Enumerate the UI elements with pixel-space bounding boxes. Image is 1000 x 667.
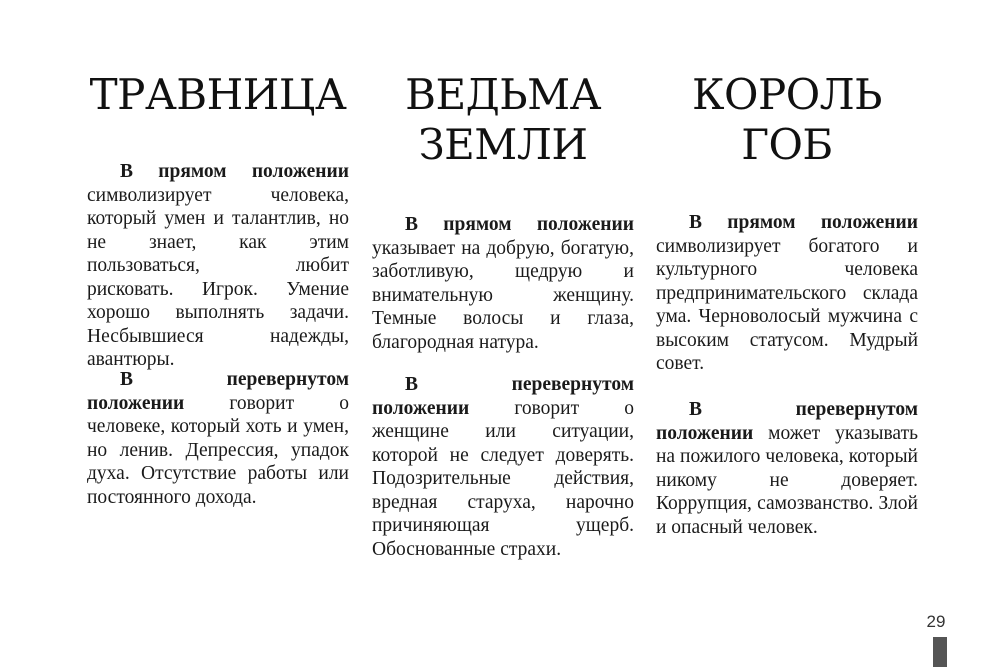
- reversed-meaning: [656, 398, 918, 539]
- reversed-meaning: [87, 368, 349, 509]
- upright-label: В прямом положении: [405, 214, 634, 235]
- upright-label: В прямом положении: [120, 161, 349, 182]
- card-title-line: ГОБ: [741, 120, 833, 169]
- upright-text: символизирует человека, который умен и талантлив, но не знает, как этим пользоваться, любит рисковать. Игрок. Умение хорошо выполнять задачи. Несбывшиеся надежды, авантюры.: [87, 184, 349, 370]
- upright-text: указывает на добрую, богатую, заботливую, щедрую и внимательную женщину. Темные волосы и глаза, благородная натура.: [372, 237, 634, 353]
- reversed-text: говорит о человеке, который хоть и умен, но ленив. Депрессия, упадок духа. Отсутствие работы или постоянного дохода.: [87, 392, 350, 508]
- reversed-text: говорит о женщине или ситуации, которой не следует доверять. Подозрительные действия, вредная старуха, нарочно причиняющая ущерб. Обоснованные страхи.: [372, 397, 635, 560]
- page-edge-tab: [933, 637, 947, 667]
- card-title: [372, 70, 634, 170]
- reversed-label: В перевернутом положении: [656, 399, 918, 444]
- reversed-label: В перевернутом положении: [372, 374, 634, 419]
- upright-meaning: [656, 211, 918, 376]
- card-title: [656, 70, 918, 170]
- upright-text: символизирует богатого и культурного человека предпринимательского склада ума. Черноволосый мужчина с высоким статусом. Мудрый совет.: [656, 235, 918, 374]
- card-title-line: ЗЕМЛИ: [418, 120, 588, 169]
- upright-label: В прямом положении: [689, 212, 918, 233]
- card-title-line: ТРАВНИЦА: [89, 70, 347, 119]
- reversed-meaning: [372, 373, 634, 561]
- card-title: [87, 70, 349, 120]
- reversed-text: может указывать на пожилого человека, который никому не доверяет. Коррупция, самозванство. Злой и опасный человек.: [656, 422, 918, 538]
- card-title-line: ВЕДЬМА: [405, 70, 601, 119]
- page-number: 29: [926, 612, 946, 631]
- upright-meaning: [372, 213, 634, 354]
- upright-meaning: [87, 160, 349, 372]
- reversed-label: В перевернутом положении: [87, 369, 349, 414]
- card-title-line: КОРОЛЬ: [692, 70, 882, 119]
